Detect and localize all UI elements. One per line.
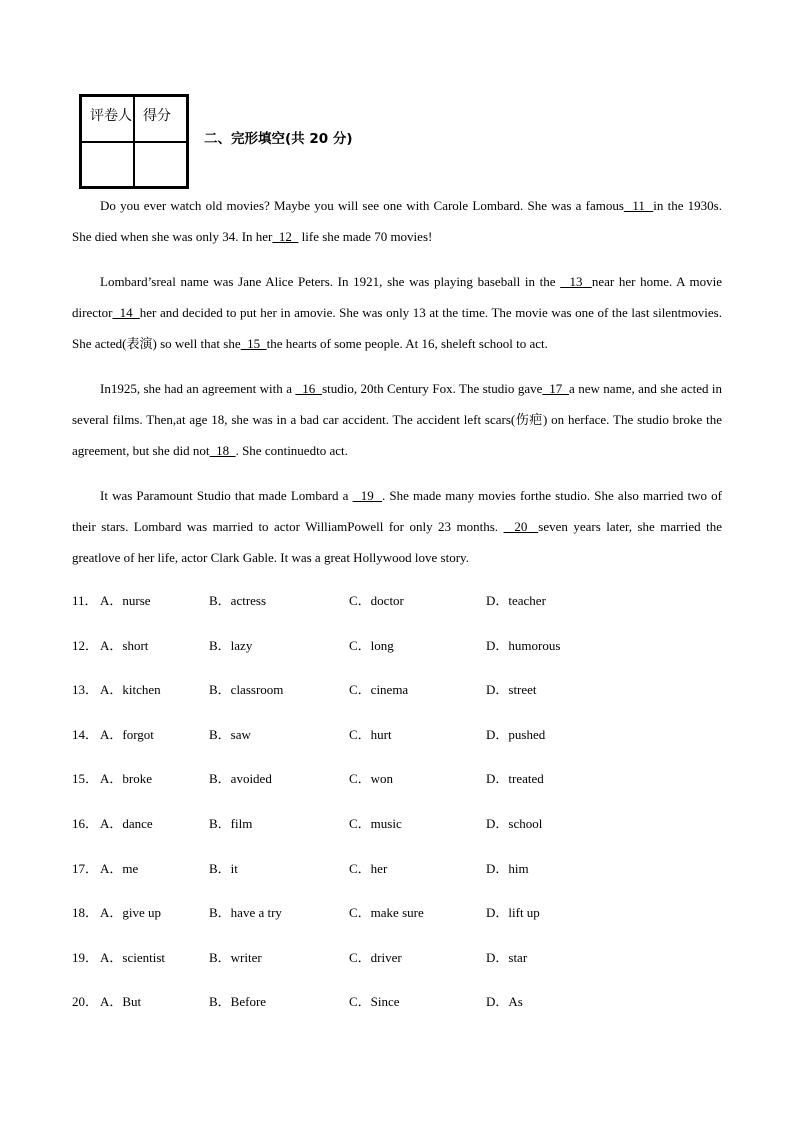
- passage-text: [72, 190, 722, 252]
- option-a: A．But: [100, 994, 142, 1010]
- blank-number: 17: [542, 381, 570, 396]
- option-c: C．cinema: [349, 682, 409, 698]
- option-d: D．street: [486, 682, 537, 698]
- question-number: 14．: [72, 726, 99, 742]
- text-run: . She made many movies forthe studio. She also married two of their stars. Lombard was married to actor WilliamPowell for only 23 months.: [72, 488, 722, 534]
- option-b: B．film: [209, 815, 253, 831]
- option-a: A．nurse: [100, 593, 151, 608]
- question-number: 13．: [72, 682, 99, 698]
- text-run: a new name, and she acted in several films. Then,at age 18, she was in a bad car accident. The accident left scars(伤疤) on herface. The studio broke the agreement, but she did not: [72, 381, 723, 458]
- text-run: life she made 70 movies!: [298, 229, 433, 244]
- text-run: studio, 20th Century Fox. The studio gave: [322, 381, 543, 396]
- blank-number: 15: [240, 336, 267, 351]
- text-run: In1925, she had an agreement with a: [100, 381, 296, 396]
- grader-label: 评卷人: [81, 96, 134, 142]
- blank-number: 12: [272, 229, 299, 244]
- option-a: A．kitchen: [100, 682, 161, 698]
- option-b: B．saw: [209, 726, 251, 742]
- option-a: A．forgot: [100, 726, 154, 742]
- question-number: 19．: [72, 949, 99, 965]
- passage-text: [72, 480, 722, 573]
- passage-para-4: [72, 480, 722, 573]
- text-run: . She continuedto act.: [235, 443, 348, 458]
- option-a: A．broke: [100, 771, 152, 787]
- option-d: D．star: [486, 949, 528, 965]
- option-a: A．dance: [100, 815, 153, 831]
- score-cell: [134, 142, 187, 187]
- text-run: the hearts of some people. At 16, sheleft school to act.: [266, 336, 548, 351]
- text-run: It was Paramount Studio that made Lombard a: [100, 488, 353, 503]
- option-c: C．long: [349, 637, 394, 653]
- text-run: Lombard’sreal name was Jane Alice Peters. In 1921, she was playing baseball in the: [100, 274, 561, 289]
- option-d: D．him: [486, 860, 529, 876]
- question-number: 17．: [72, 860, 99, 876]
- option-d: D．school: [486, 815, 543, 831]
- question-number: 11．: [72, 593, 98, 608]
- grader-cell: [81, 142, 134, 187]
- option-d: D．pushed: [486, 726, 546, 742]
- option-a: A．short: [100, 637, 149, 653]
- passage-para-1: [72, 190, 722, 252]
- option-b: B．classroom: [209, 682, 284, 698]
- option-b: B．actress: [209, 593, 267, 608]
- text-run: her and decided to put her in amovie. She was only 13 at the time. The movie was one of the last silentmovies. She acted(表演) so well that she: [72, 305, 722, 351]
- blank-number: 18: [209, 443, 236, 458]
- question-number: 12．: [72, 637, 99, 653]
- option-c: C．music: [349, 815, 402, 831]
- option-d: D．humorous: [486, 637, 561, 653]
- text-run: near her home. A movie director: [72, 274, 722, 320]
- option-c: C．driver: [349, 949, 402, 965]
- text-run: in the 1930s. She died when she was only 34. In her: [72, 198, 722, 244]
- score-label: 得分: [134, 96, 187, 142]
- question-number: 16．: [72, 815, 99, 831]
- score-box: [79, 94, 189, 189]
- text-run: seven years later, she married the greatlove of her life, actor Clark Gable. It was a great Hollywood love story.: [72, 519, 723, 565]
- passage-para-3: [72, 373, 722, 466]
- blank-number: 19: [352, 488, 383, 503]
- option-b: B．lazy: [209, 637, 253, 653]
- blank-number: 11: [623, 198, 654, 213]
- option-b: B．Before: [209, 994, 267, 1010]
- question-number: 15．: [72, 771, 99, 787]
- option-c: C．hurt: [349, 726, 392, 742]
- question-number: 20．: [72, 994, 99, 1010]
- option-c: C．her: [349, 860, 388, 876]
- option-d: D．treated: [486, 771, 544, 787]
- option-b: B．have a try: [209, 905, 282, 921]
- option-b: B．writer: [209, 949, 262, 965]
- blank-number: 16: [295, 381, 323, 396]
- section-title: 二、完形填空(共 20 分): [204, 131, 353, 147]
- option-a: A．give up: [100, 905, 162, 921]
- passage-text: [72, 373, 722, 466]
- option-b: B．it: [209, 860, 238, 876]
- option-d: D．lift up: [486, 905, 540, 921]
- option-c: C．Since: [349, 994, 400, 1010]
- option-d: D．As: [486, 994, 523, 1010]
- option-a: A．me: [100, 860, 139, 876]
- passage-text: [72, 266, 722, 359]
- option-d: D．teacher: [486, 593, 546, 608]
- question-number: 18．: [72, 905, 99, 921]
- option-c: C．won: [349, 771, 394, 787]
- option-b: B．avoided: [209, 771, 272, 787]
- option-a: A．scientist: [100, 949, 165, 965]
- option-c: C．make sure: [349, 905, 424, 921]
- blank-number: 13: [560, 274, 592, 289]
- option-c: C．doctor: [349, 593, 404, 608]
- blank-number: 20: [503, 519, 539, 534]
- passage-para-2: [72, 266, 722, 359]
- blank-number: 14: [112, 305, 140, 320]
- text-run: Do you ever watch old movies? Maybe you will see one with Carole Lombard. She was a famous: [100, 198, 624, 213]
